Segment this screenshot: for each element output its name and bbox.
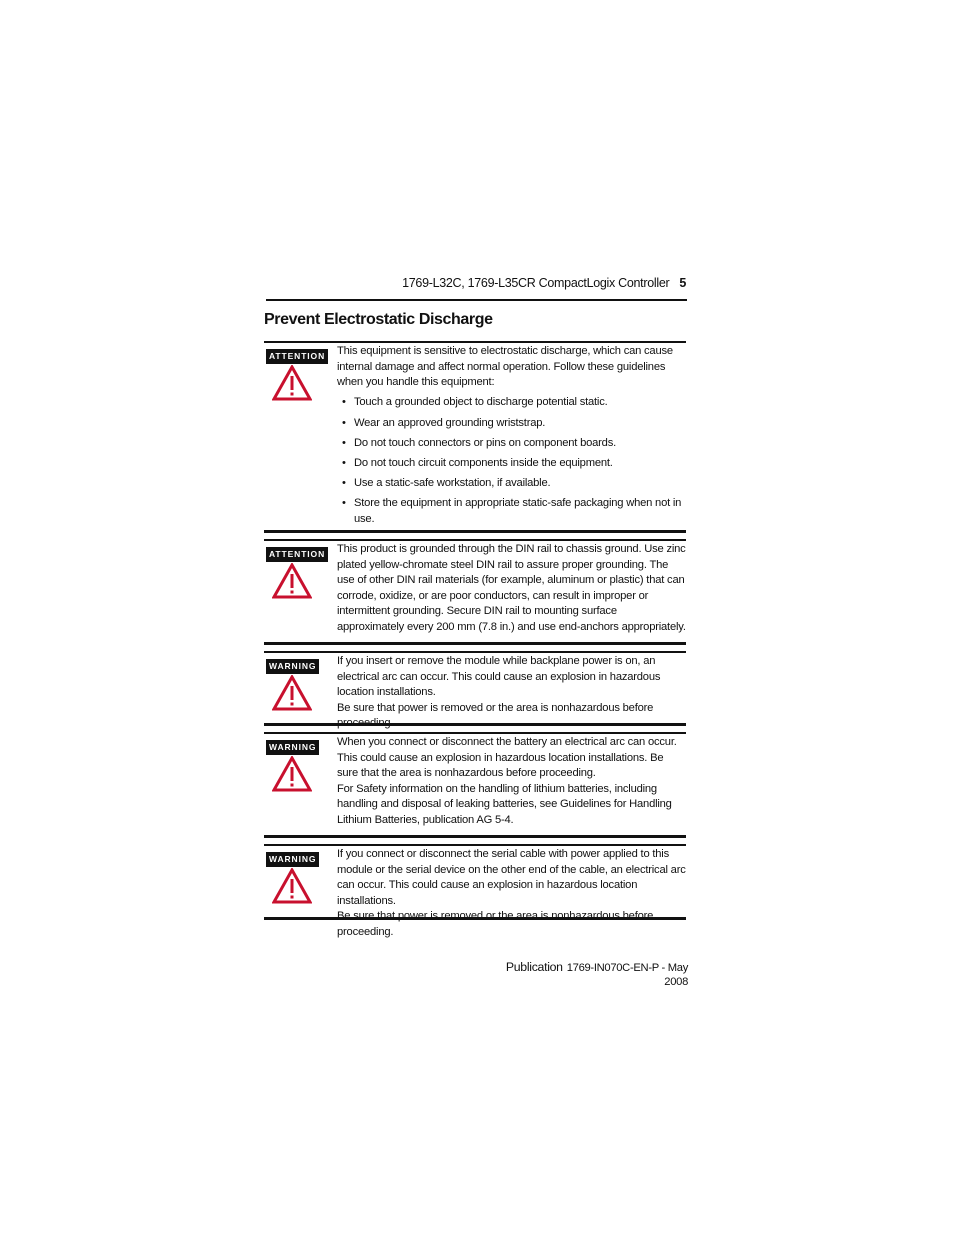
notice-bottom-rule xyxy=(264,642,686,645)
notice-top-rule xyxy=(264,732,686,734)
notice-intro: This equipment is sensitive to electrostatic discharge, which can cause internal damage and affect normal operation. Follow these guidelines when you handle this equipment: xyxy=(337,345,673,389)
notice-block xyxy=(264,844,686,938)
header-title: 1769-L32C, 1769-L35CR CompactLogix Controller xyxy=(402,276,670,290)
notice-paragraph: Be sure that power is removed or the area is nonhazardous before xyxy=(337,701,654,714)
notice-block xyxy=(264,539,686,645)
page-footer xyxy=(486,960,688,988)
list-item: • Store the equipment in appropriate static-safe packaging when not in use. xyxy=(342,497,682,525)
notice-bottom-rule xyxy=(264,530,686,533)
notice-top-rule xyxy=(264,844,686,846)
notice-label: WARNING xyxy=(266,740,319,755)
notice-paragraph: If you connect or disconnect the serial cable with power applied to this module or the serial device on the other end of the cable, an electrical arc can occur. This could cause an explosion in hazardous location installations. xyxy=(337,848,686,907)
notice-top-rule xyxy=(264,539,686,541)
notice-paragraph: proceeding. xyxy=(337,925,394,938)
list-item: • Do not touch circuit components inside the equipment. xyxy=(342,456,613,469)
warning-triangle-icon xyxy=(272,365,312,401)
notice-text xyxy=(337,542,686,636)
header-rule xyxy=(266,299,687,301)
notice-top-rule xyxy=(264,341,686,343)
list-item: • Wear an approved grounding wriststrap. xyxy=(342,416,546,429)
page-header xyxy=(266,276,686,294)
notice-text xyxy=(337,735,686,829)
list-item: • Touch a grounded object to discharge potential static. xyxy=(342,396,608,409)
notice-label: ATTENTION xyxy=(266,349,328,364)
notice-block xyxy=(264,732,686,838)
notice-bottom-rule xyxy=(264,723,686,726)
notice-bottom-rule xyxy=(264,835,686,838)
page-number: 5 xyxy=(679,276,686,290)
footer-label: Publication xyxy=(505,960,563,974)
list-item: • Do not touch connectors or pins on component boards. xyxy=(342,436,616,449)
notice-label: WARNING xyxy=(266,659,319,674)
notice-block xyxy=(264,341,686,533)
section-title: Prevent Electrostatic Discharge xyxy=(264,311,493,328)
notice-block xyxy=(264,651,686,726)
notice-top-rule xyxy=(264,651,686,653)
notice-paragraph: For Safety information on the handling of lithium batteries, including handling and disposal of leaking batteries, see Guidelines for Handling Lithium Batteries, publication AG 5-4. xyxy=(337,782,672,826)
warning-triangle-icon xyxy=(272,563,312,599)
list-item: • Use a static-safe workstation, if available. xyxy=(342,477,551,490)
warning-triangle-icon xyxy=(272,756,312,792)
notice-paragraph: This product is grounded through the DIN rail to chassis ground. Use zinc plated yellow-chromate steel DIN rail to assure proper grounding. The use of other DIN rail materials (for example, aluminum or plastic) that can corrode, oxidize, or are poor conductors, can result in improper or intermittent grounding. Secure DIN rail to mounting surface approximately every 200 mm (7.8 in.) and use end-anchors appropriately. xyxy=(337,543,686,633)
warning-triangle-icon xyxy=(272,675,312,711)
notice-bottom-rule xyxy=(264,917,686,920)
notice-label: ATTENTION xyxy=(266,547,328,562)
notice-text xyxy=(337,654,686,732)
notice-paragraph: If you insert or remove the module while backplane power is on, an electrical arc can occur. This could cause an explosion in hazardous location installations. xyxy=(337,655,661,699)
notice-text xyxy=(337,847,686,941)
publication-number: 1769-IN070C-EN-P - May 2008 xyxy=(566,962,688,988)
notice-text xyxy=(337,344,686,528)
guideline-list xyxy=(337,395,686,527)
warning-triangle-icon xyxy=(272,868,312,904)
notice-label: WARNING xyxy=(266,852,319,867)
notice-paragraph: When you connect or disconnect the battery an electrical arc can occur. This could cause an explosion in hazardous location installations. Be sure that the area is nonhazardous before proceeding. xyxy=(337,736,677,780)
